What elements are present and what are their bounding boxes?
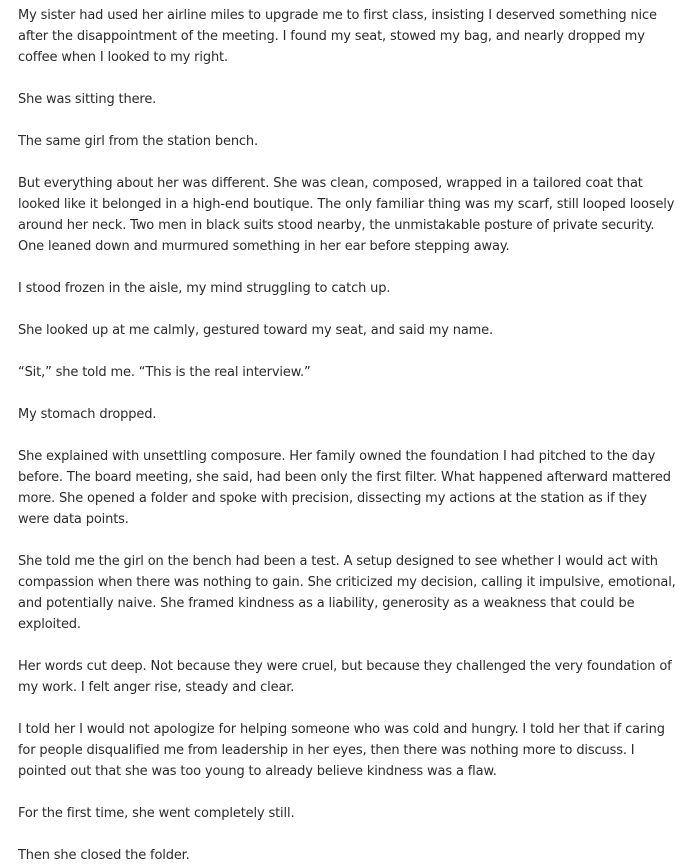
paragraph-7: “Sit,” she told me. “This is the real interview.” [18, 365, 311, 380]
paragraph-2: She was sitting there. [18, 92, 157, 107]
paragraph-5: I stood frozen in the aisle, my mind struggling to catch up. [18, 281, 391, 296]
paragraph-10: She told me the girl on the bench had been a test. A setup designed to see whether I would act with compassion when there was nothing to gain. She criticized my decision, calling it impulsive, emotional, and potentially naive. She framed kindness as a liability, generosity as a weakness that could be exploited. [18, 554, 676, 632]
paragraph-9: She explained with unsettling composure. Her family owned the foundation I had pitched to the day before. The board meeting, she said, had been only the first filter. What happened afterward mattered more. She opened a folder and spoke with precision, dissecting my actions at the station as if they were data points. [18, 449, 671, 527]
paragraph-3: The same girl from the station bench. [18, 134, 258, 149]
paragraph-8: My stomach dropped. [18, 407, 157, 422]
paragraph-4: But everything about her was different. She was clean, composed, wrapped in a tailored coat that looked like it belonged in a high-end boutique. The only familiar thing was my scarf, still looped loosely around her neck. Two men in black suits stood nearby, the unmistakable posture of private security. One leaned down and murmured something in her ear before stepping away. [18, 176, 675, 254]
paragraph-12: I told her I would not apologize for helping someone who was cold and hungry. I told her that if caring for people disqualified me from leadership in her eyes, then there was nothing more to discuss. I pointed out that she was too young to already believe kindness was a flaw. [18, 722, 665, 779]
paragraph-14: Then she closed the folder. [18, 848, 190, 863]
paragraph-1: My sister had used her airline miles to upgrade me to first class, insisting I deserved something nice after the disappointment of the meeting. I found my seat, stowed my bag, and nearly dropped my coffee when I looked to my right. [18, 8, 657, 65]
paragraph-13: For the first time, she went completely still. [18, 806, 295, 821]
paragraph-6: She looked up at me calmly, gestured toward my seat, and said my name. [18, 323, 494, 338]
paragraph-11: Her words cut deep. Not because they were cruel, but because they challenged the very foundation of my work. I felt anger rise, steady and clear. [18, 659, 672, 695]
